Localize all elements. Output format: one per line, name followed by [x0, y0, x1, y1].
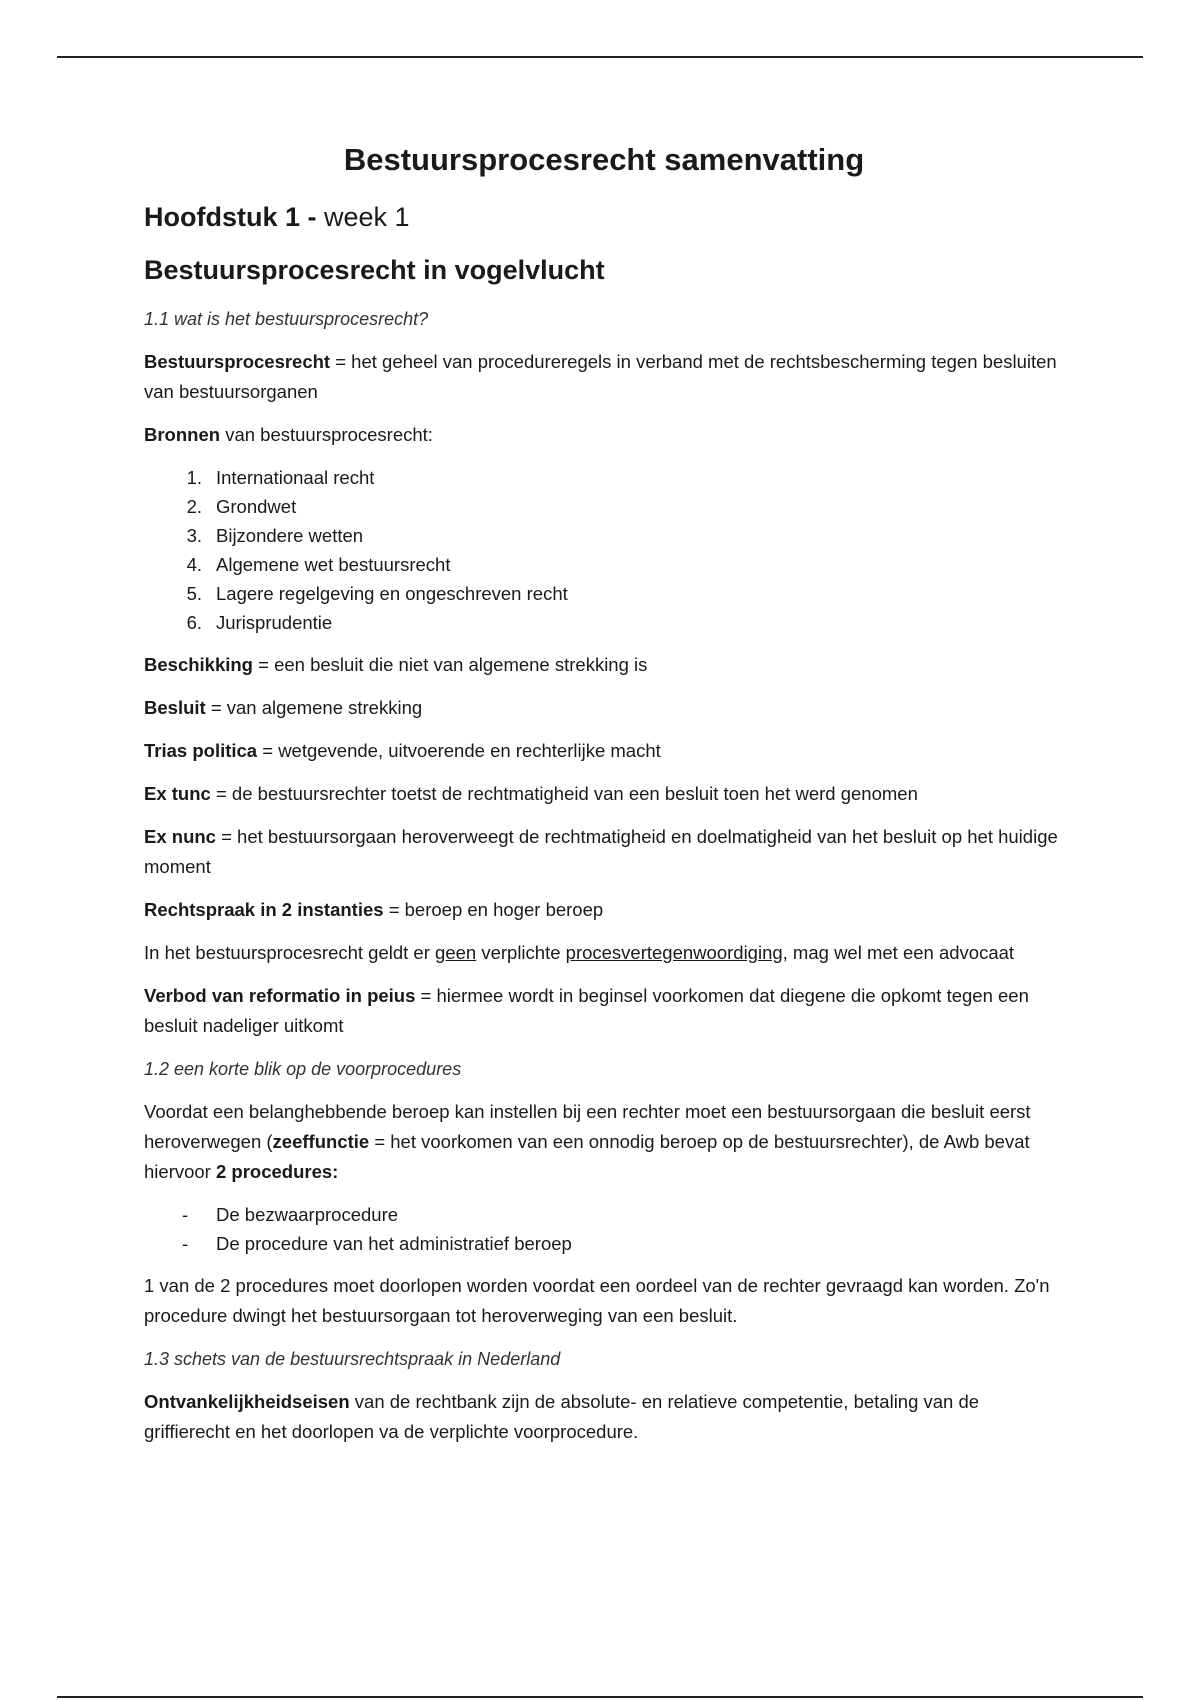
list-item: 5. Lagere regelgeving en ongeschreven recht [186, 583, 568, 605]
bottom-rule [57, 1696, 1143, 1698]
document-title: Bestuursprocesrecht samenvatting [343, 142, 865, 177]
subsection-1-2: 1.2 een korte blik op de voorprocedures [144, 1059, 462, 1080]
list-item: 6. Jurisprudentie [186, 612, 333, 634]
def-beschikking: Beschikking = een besluit die niet van algemene strekking is [144, 654, 648, 676]
sources-list [144, 463, 1064, 637]
list-item: 2. Grondwet [186, 496, 297, 518]
def-trias-politica: Trias politica = wetgevende, uitvoerende en rechterlijke macht [144, 740, 661, 762]
list-item: 1. Internationaal recht [186, 467, 375, 489]
document-page [144, 140, 1064, 1460]
def-ontvankelijkheidseisen: Ontvankelijkheidseisen van de rechtbank zijn de absolute- en relatieve competentie, betaling van de griffierecht en het doorlopen va de verplichte voorprocedure. [144, 1391, 980, 1443]
procesvertegenwoordiging-paragraph: In het bestuursprocesrecht geldt er geen verplichte procesvertegenwoordiging, mag wel met een advocaat [144, 942, 1015, 964]
term: Bestuursprocesrecht [144, 351, 331, 373]
list-item: - De bezwaarprocedure [182, 1204, 399, 1226]
voorprocedure-paragraph: Voordat een belanghebbende beroep kan instellen bij een rechter moet een bestuursorgaan die besluit eerst heroverwegen (zeeffunctie = het voorkomen van een onnodig beroep op de bestuursrechter), de Awb bevat hiervoor 2 procedures: [144, 1101, 1031, 1183]
chapter-label: Hoofdstuk 1 - [144, 202, 317, 233]
list-item: 3. Bijzondere wetten [186, 525, 364, 547]
definition: van bestuursprocesrecht: [220, 424, 433, 446]
def-besluit: Besluit = van algemene strekking [144, 697, 423, 719]
def-ex-tunc: Ex tunc = de bestuursrechter toetst de rechtmatigheid van een besluit toen het werd genomen [144, 783, 918, 805]
procedures-list [144, 1200, 1064, 1258]
term: Bronnen [144, 424, 221, 446]
chapter-heading [144, 200, 1064, 235]
def-reformatio-in-peius: Verbod van reformatio in peius = hiermee wordt in beginsel voorkomen dat diegene die opkomt tegen een besluit nadeliger uitkomt [144, 985, 1029, 1037]
subsection-1-1: 1.1 wat is het bestuursprocesrecht? [144, 309, 429, 330]
procedure-requirement-paragraph: 1 van de 2 procedures moet doorlopen worden voordat een oordeel van de rechter gevraagd kan worden. Zo'n procedure dwingt het bestuursorgaan tot heroverweging van een besluit. [144, 1275, 1050, 1327]
def-bestuursprocesrecht [144, 347, 1064, 407]
def-ex-nunc: Ex nunc = het bestuursorgaan heroverweegt de rechtmatigheid en doelmatigheid van het besluit op het huidige moment [144, 826, 1058, 878]
chapter-week: week 1 [316, 202, 410, 233]
top-rule [57, 56, 1143, 58]
sources-intro [144, 420, 1064, 450]
list-item: 4. Algemene wet bestuursrecht [186, 554, 451, 576]
subsection-1-3: 1.3 schets van de bestuursrechtspraak in Nederland [144, 1349, 561, 1370]
definition: = het geheel van procedureregels in verband met de rechtsbescherming tegen besluiten van bestuursorganen [144, 351, 1057, 403]
list-item: - De procedure van het administratief beroep [182, 1233, 572, 1255]
section-heading: Bestuursprocesrecht in vogelvlucht [144, 255, 605, 286]
def-rechtspraak-instanties: Rechtspraak in 2 instanties = beroep en hoger beroep [144, 899, 604, 921]
